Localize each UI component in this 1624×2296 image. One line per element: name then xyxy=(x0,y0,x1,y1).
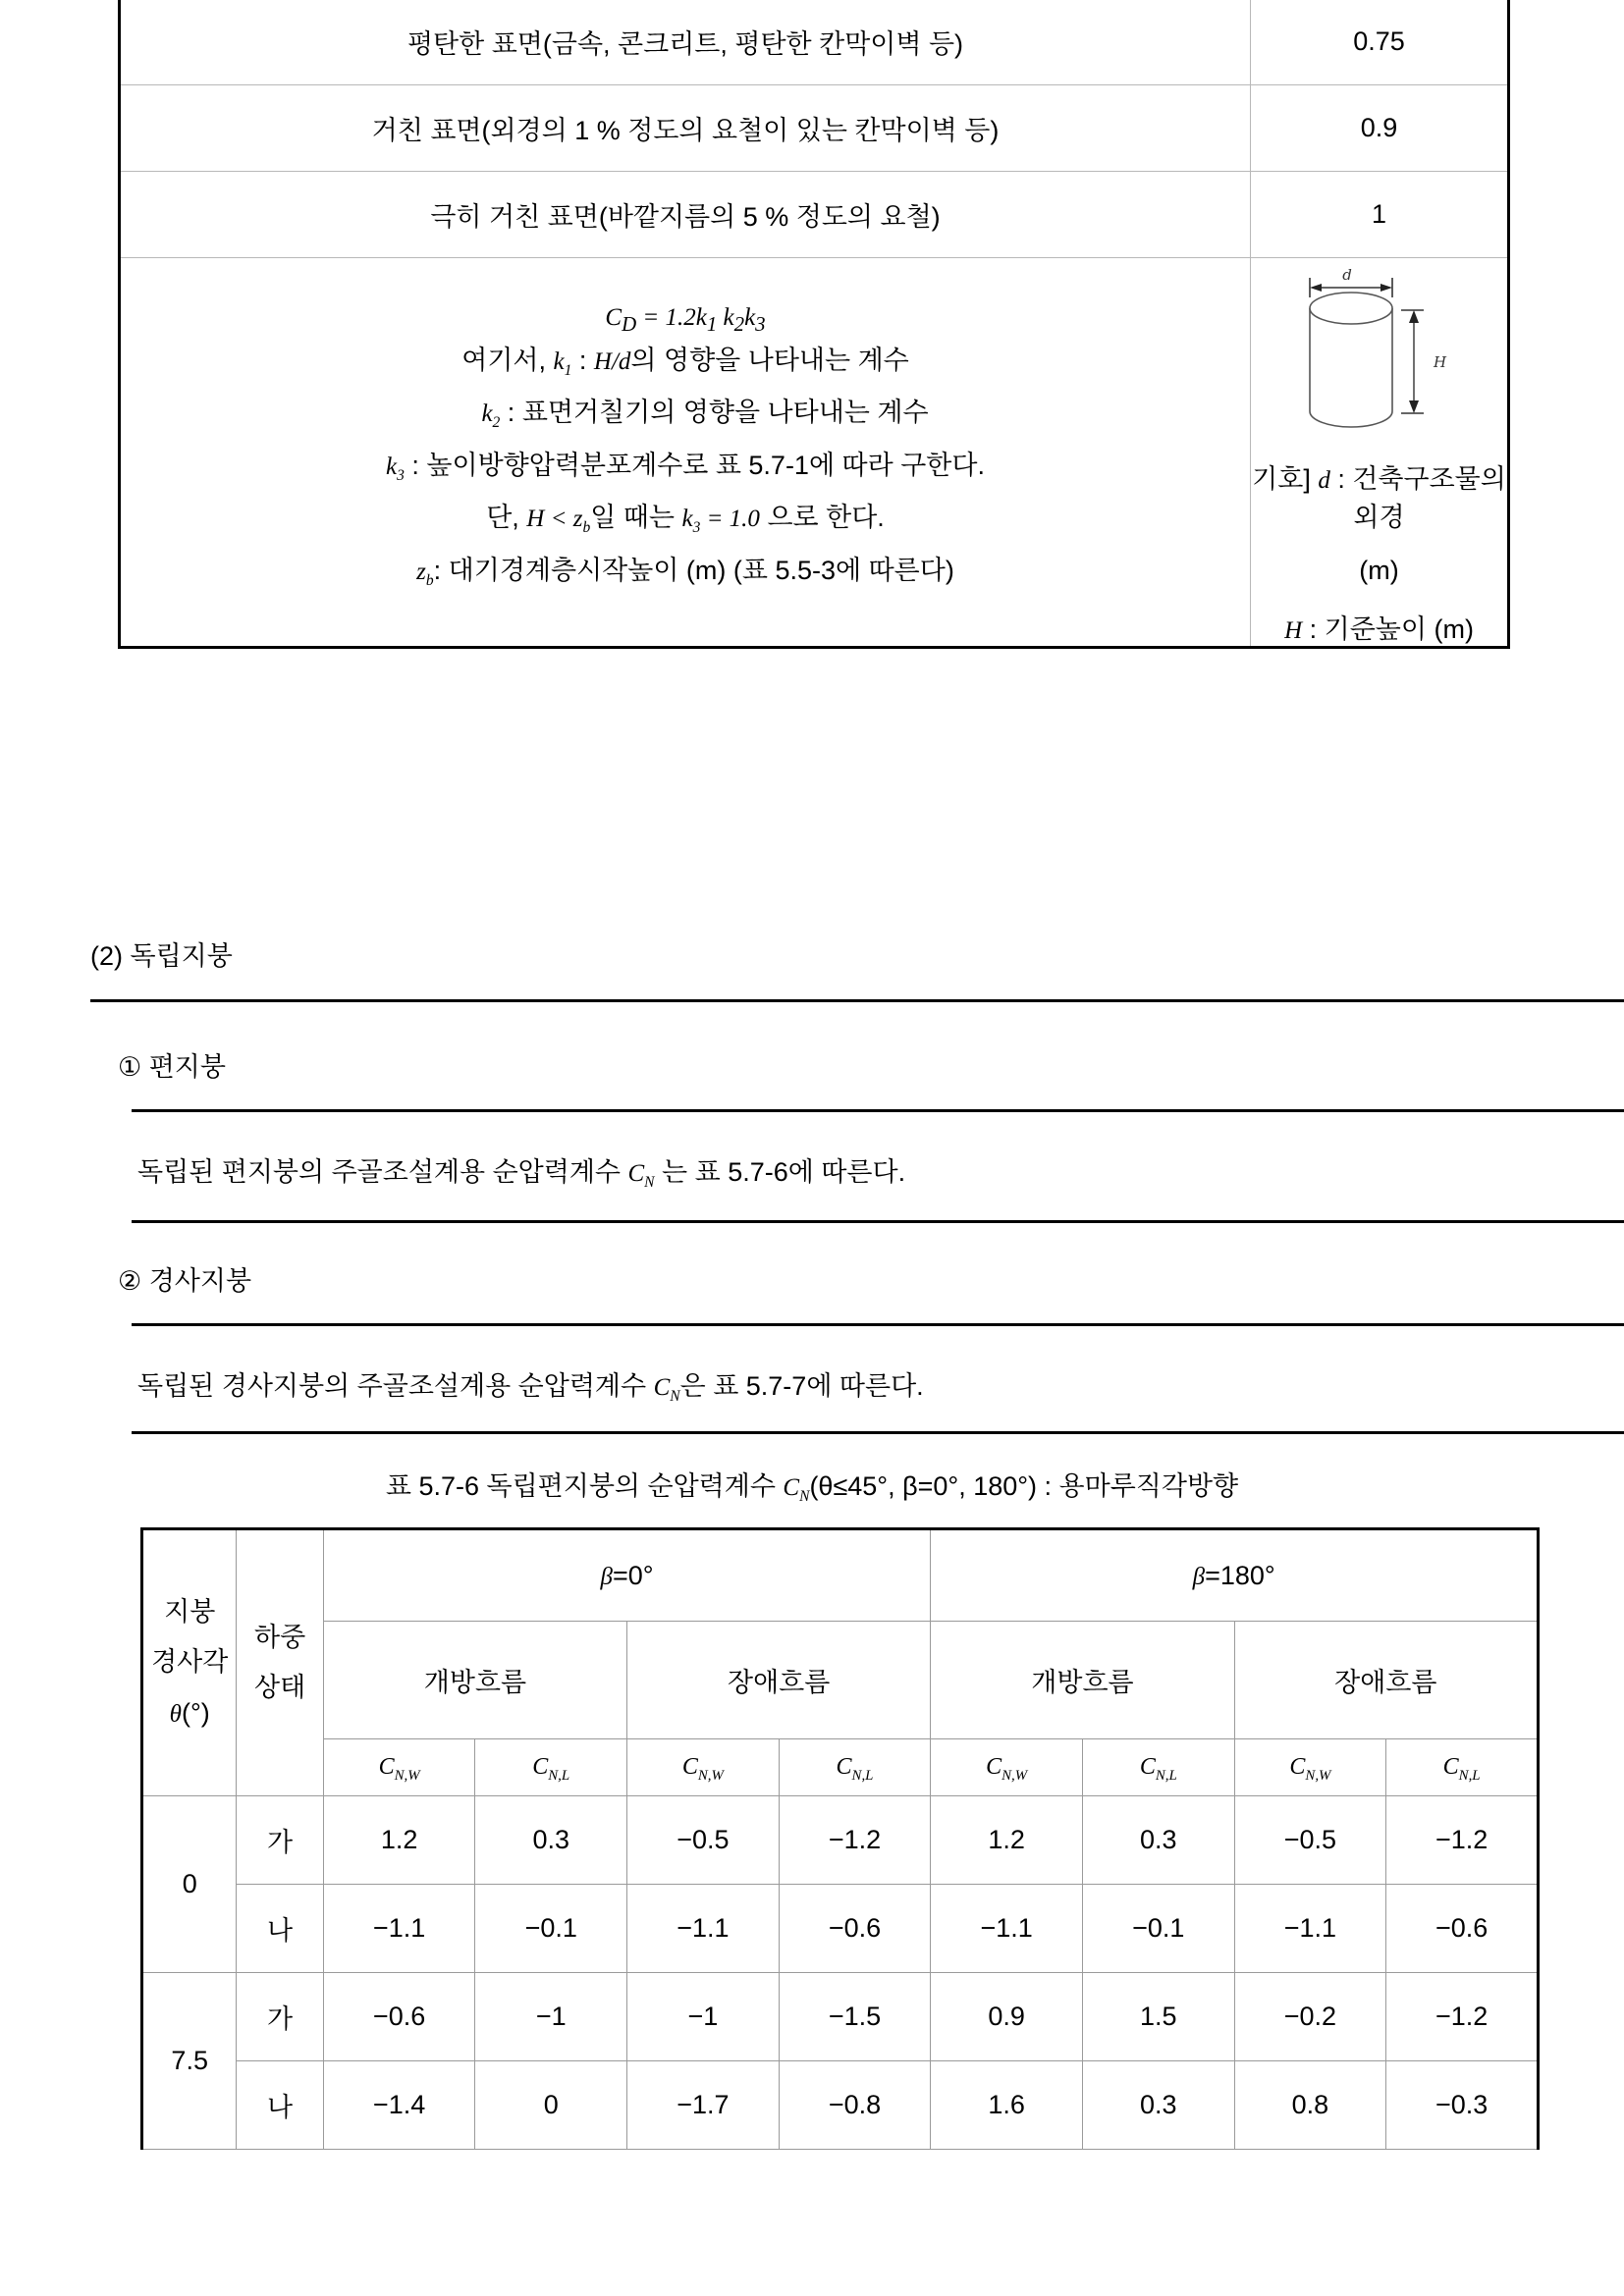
cell-load-state: 가 xyxy=(237,1973,323,2061)
header-roof-line2: 경사각 xyxy=(151,1647,229,1678)
surface-value-cell: 0.9 xyxy=(1251,85,1509,172)
formula-text: 표면거칠기의 영향을 나타내는 계수 xyxy=(521,398,929,428)
cylinder-icon xyxy=(1276,264,1483,436)
cell-value: −0.8 xyxy=(779,2061,931,2150)
cell-value: −0.1 xyxy=(1082,1885,1234,1973)
subsection-divider xyxy=(132,1323,1624,1326)
cell-load-state: 나 xyxy=(237,1885,323,1973)
header-coef-cnw: $C_{N,W}$ xyxy=(1234,1739,1386,1796)
header-roof-symbol: θ(°) xyxy=(169,1697,210,1728)
cell-load-state: 나 xyxy=(237,2061,323,2150)
legend-unit: (m) xyxy=(1359,556,1399,585)
header-coef-cnl: $C_{N,L}$ xyxy=(475,1739,627,1796)
formula-colon: : xyxy=(571,345,594,375)
cell-value: −0.3 xyxy=(1386,2061,1539,2150)
cell-value: 0.3 xyxy=(1082,2061,1234,2150)
header-coef-cnw: $C_{N,W}$ xyxy=(931,1739,1083,1796)
formula-line-zb: $z_b$: 대기경계층시작높이 (m) (표 5.5-3에 따른다) xyxy=(416,555,954,589)
surface-roughness-table xyxy=(118,0,1510,649)
cell-value: 1.2 xyxy=(931,1796,1083,1885)
cell-value: −1 xyxy=(627,1973,780,2061)
header-beta-180: β=180° xyxy=(931,1529,1539,1622)
cell-value: 1.5 xyxy=(1082,1973,1234,2061)
cell-value: −0.5 xyxy=(627,1796,780,1885)
header-beta-0: β=0° xyxy=(323,1529,931,1622)
cell-load-state: 가 xyxy=(237,1796,323,1885)
cell-value: −0.6 xyxy=(1386,1885,1539,1973)
body-text-post: 은 표 5.7-7에 따른다. xyxy=(679,1371,924,1401)
condition-mid: 일 때는 xyxy=(590,503,682,533)
table-header-row xyxy=(142,1529,1539,1622)
subsection-divider xyxy=(132,1220,1624,1223)
cell-value: −0.6 xyxy=(323,1973,475,2061)
body-text-post: 는 표 5.7-6에 따른다. xyxy=(662,1157,906,1187)
cell-roof-angle: 7.5 xyxy=(142,1973,237,2150)
table-row xyxy=(142,1973,1539,2061)
cell-value: −1.7 xyxy=(627,2061,780,2150)
body-text-pre: 독립된 경사지붕의 주골조설계용 순압력계수 xyxy=(137,1371,654,1401)
net-pressure-coefficient-table xyxy=(140,1527,1540,2150)
cell-value: 1.2 xyxy=(323,1796,475,1885)
formula-line-k2: $k_2$ : 표면거칠기의 영향을 나타내는 계수 xyxy=(481,398,929,432)
header-coef-cnw: $C_{N,W}$ xyxy=(323,1739,475,1796)
body-text-pre: 독립된 편지붕의 주골조설계용 순압력계수 xyxy=(137,1157,628,1187)
pitched-roof-body: 독립된 경사지붕의 주골조설계용 순압력계수 $C_N$은 표 5.7-7에 따른다. xyxy=(137,1371,924,1405)
cell-value: 0 xyxy=(475,2061,627,2150)
drag-coefficient-formula-cell xyxy=(120,258,1251,648)
condition-end: 으로 한다. xyxy=(767,503,885,533)
formula-prefix: 여기서, xyxy=(461,345,554,375)
cell-value: −0.1 xyxy=(475,1885,627,1973)
formula-line-k3: $k_3$ : 높이방향압력분포계수로 표 5.7-1에 따라 구한다. xyxy=(386,450,985,484)
legend-outer-diameter: 기호] d : 건축구조물의 외경 xyxy=(1252,464,1506,532)
cell-value: 0.8 xyxy=(1234,2061,1386,2150)
cell-value: −0.6 xyxy=(779,1885,931,1973)
header-coef-cnl: $C_{N,L}$ xyxy=(1386,1739,1539,1796)
subsection-heading-pitched-roof: ② 경사지붕 xyxy=(118,1266,252,1296)
formula-line-k1: 여기서, $k_1$ : H/d의 영향을 나타내는 계수 xyxy=(461,345,909,379)
subsection-heading-monoslope-roof: ① 편지붕 xyxy=(118,1052,226,1082)
surface-desc-cell: 극히 거친 표면(바깥지름의 5 % 정도의 요철) xyxy=(120,172,1251,258)
section-divider xyxy=(90,999,1624,1002)
subsection-divider xyxy=(132,1431,1624,1434)
legend-h-text: : 기준높이 (m) xyxy=(1302,614,1474,644)
svg-text:d: d xyxy=(1341,266,1352,284)
surface-desc-cell: 평탄한 표면(금속, 콘크리트, 평탄한 칸막이벽 등) xyxy=(120,0,1251,85)
header-coef-cnl: $C_{N,L}$ xyxy=(779,1739,931,1796)
cell-value: −1.2 xyxy=(779,1796,931,1885)
table-row xyxy=(120,0,1509,85)
section-heading-independent-roof: (2) 독립지붕 xyxy=(90,941,233,971)
surface-value-cell: 0.75 xyxy=(1251,0,1509,85)
header-roof-angle xyxy=(142,1529,237,1796)
formula-colon: : xyxy=(433,555,449,585)
beta-180-value: =180° xyxy=(1205,1560,1275,1590)
table-row xyxy=(120,172,1509,258)
legend-d-text: : 건축구조물의 외경 xyxy=(1329,464,1506,532)
beta-0-value: =0° xyxy=(612,1560,654,1590)
cell-value: −0.5 xyxy=(1234,1796,1386,1885)
table-header-row xyxy=(142,1622,1539,1739)
surface-desc-cell: 거친 표면(외경의 1 % 정도의 요철이 있는 칸막이벽 등) xyxy=(120,85,1251,172)
table-row xyxy=(120,85,1509,172)
monoslope-roof-body: 독립된 편지붕의 주골조설계용 순압력계수 $C_N$ 는 표 5.7-6에 따른다. xyxy=(137,1157,906,1191)
caption-pre: 표 5.7-6 독립편지붕의 순압력계수 xyxy=(385,1471,784,1501)
surface-value-cell: 1 xyxy=(1251,172,1509,258)
formula-text: 대기경계층시작높이 (m) (표 5.5-3에 따른다) xyxy=(448,555,954,585)
cell-value: −1.1 xyxy=(931,1885,1083,1973)
header-flow-open-0: 개방흐름 xyxy=(323,1622,626,1739)
subsection-divider xyxy=(132,1109,1624,1112)
header-load-state xyxy=(237,1529,323,1796)
header-coef-cnl: $C_{N,L}$ xyxy=(1082,1739,1234,1796)
formula-line-condition: 단, $H < z_b$일 때는 $k_3 = 1.0$ 으로 한다. xyxy=(486,503,885,537)
formula-colon: : xyxy=(404,450,427,480)
formula-text: 의 영향을 나타내는 계수 xyxy=(630,345,909,375)
cell-value: −1.5 xyxy=(779,1973,931,2061)
cell-roof-angle: 0 xyxy=(142,1796,237,1973)
header-roof-line1: 지붕 xyxy=(164,1597,216,1628)
symbol-legend-cell xyxy=(1251,258,1509,648)
cell-value: −1.4 xyxy=(323,2061,475,2150)
cell-value: 0.3 xyxy=(475,1796,627,1885)
svg-text:H: H xyxy=(1433,353,1446,371)
cell-value: −1.2 xyxy=(1386,1973,1539,2061)
cell-value: 0.3 xyxy=(1082,1796,1234,1885)
header-flow-open-180: 개방흐름 xyxy=(931,1622,1234,1739)
formula-row xyxy=(120,258,1509,648)
formula-equation: $C_D = 1.2k_1$ $k_2k_3$ xyxy=(605,303,766,336)
header-flow-obstructed-180: 장애흐름 xyxy=(1234,1622,1538,1739)
cell-value: −1.1 xyxy=(627,1885,780,1973)
table-row xyxy=(142,1885,1539,1973)
cell-value: 0.9 xyxy=(931,1973,1083,2061)
table-header-row xyxy=(142,1739,1539,1796)
caption-post: (θ≤45°, β=0°, 180°) : 용마루직각방향 xyxy=(809,1471,1239,1501)
header-load-line2: 상태 xyxy=(254,1673,306,1702)
header-coef-cnw: $C_{N,W}$ xyxy=(627,1739,780,1796)
formula-text: 높이방향압력분포계수로 표 5.7-1에 따라 구한다. xyxy=(426,450,985,480)
legend-reference-height: H : 기준높이 (m) xyxy=(1284,614,1474,644)
cylinder-diagram xyxy=(1251,264,1507,436)
cell-value: 1.6 xyxy=(931,2061,1083,2150)
table-caption: 표 5.7-6 독립편지붕의 순압력계수 $C_N(\theta\le 45^\circ$, β=0°, 180°) : 용마루직각방향 xyxy=(385,1471,1239,1505)
condition-prefix: 단, xyxy=(486,503,527,533)
cell-value: −1.2 xyxy=(1386,1796,1539,1885)
header-flow-obstructed-0: 장애흐름 xyxy=(627,1622,931,1739)
cell-value: −1 xyxy=(475,1973,627,2061)
cell-value: −1.1 xyxy=(323,1885,475,1973)
cell-value: −1.1 xyxy=(1234,1885,1386,1973)
cell-value: −0.2 xyxy=(1234,1973,1386,2061)
legend-prefix: 기호] xyxy=(1252,464,1319,494)
header-load-line1: 하중 xyxy=(254,1622,306,1652)
table-row xyxy=(142,2061,1539,2150)
table-row xyxy=(142,1796,1539,1885)
formula-colon: : xyxy=(500,398,522,428)
